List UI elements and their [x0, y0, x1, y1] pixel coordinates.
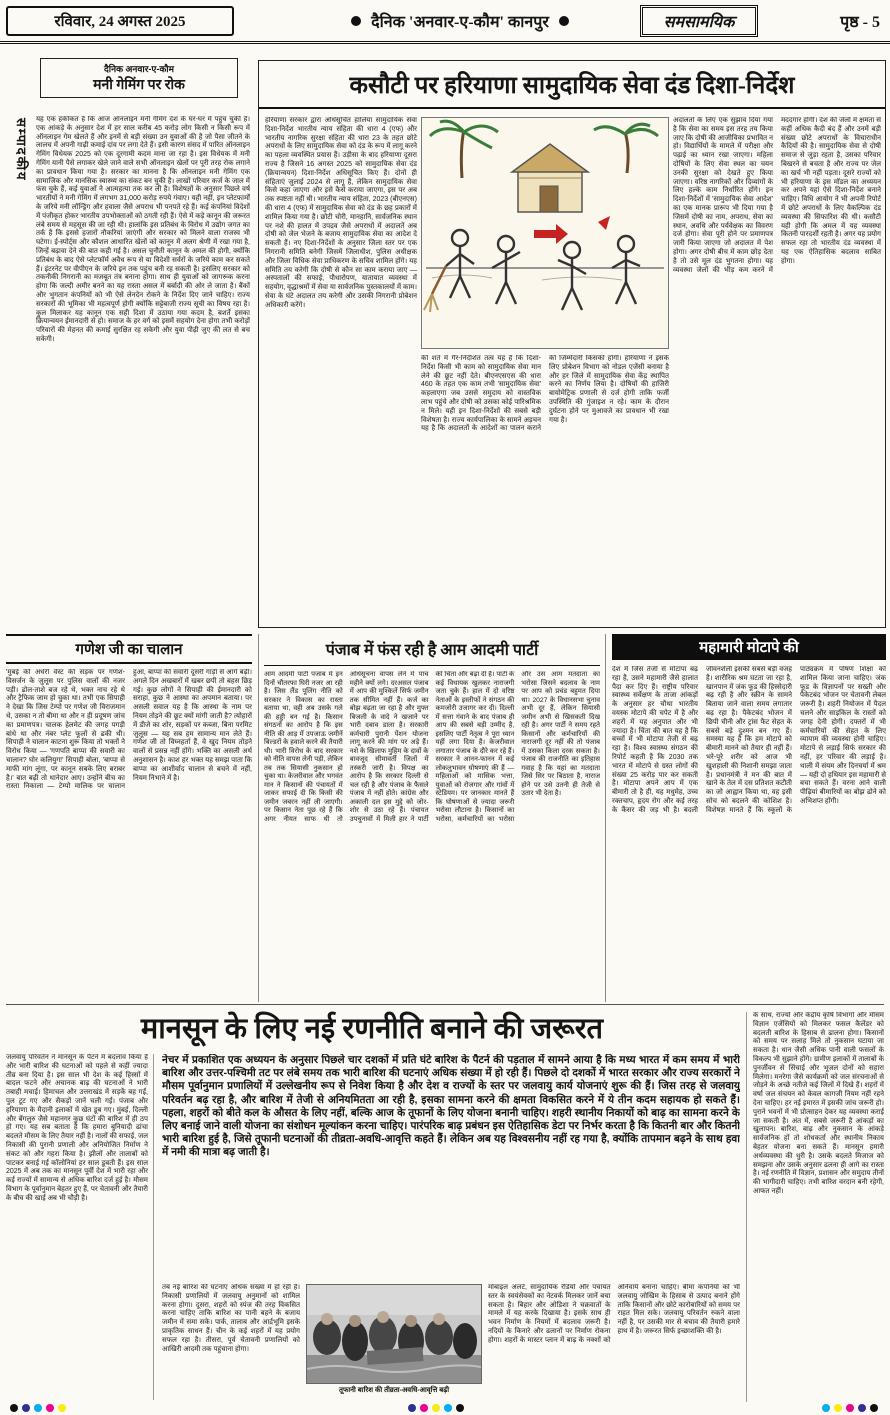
- ganesh-article: [6, 634, 252, 1002]
- flood-photo-graphic: [307, 1285, 481, 1383]
- reg-dot-magenta-icon: [846, 1404, 854, 1412]
- bullet-icon: [559, 16, 569, 26]
- reg-dot-black-icon: [870, 1404, 878, 1412]
- section-divider: [6, 1004, 884, 1005]
- monsoon-around-right: मोबाइल अलर्ट, सामुदायिक रेडियो और पंचायत स्तर के स्वयंसेवकों का नेटवर्क मिलकर जानें बचा सकता है। बिहार और ओडिशा ने चक्रवातों के मामले में यह करके दिखाया है। इसके साथ ही भवन निर्माण के नियमों में बदलाव जरूरी है। नदियों के किनारे और ढलानों पर निर्माण रोकना होगा। शहरों के मास्टर प्लान में बाढ़ के नक्शों को अनिवार्य बनाना चाहिए। बीमा कंपनियों को भी जलवायु जोखिम के हिसाब से उत्पाद बनाने होंगे ताकि किसानों और छोटे कारोबारियों को समय पर राहत मिल सके। जलवायु परिवर्तन रुकने वाला नहीं है, पर उसकी मार से बचाव की तैयारी हमारे हाथ में है। जरूरत सिर्फ इच्छाशक्ति की है।: [488, 1284, 740, 1344]
- masthead-title: दैनिक 'अनवार-ए-कौम' कानपुर: [371, 14, 549, 31]
- reg-dot-yellow-icon: [432, 1404, 440, 1412]
- editorial-body: यह एक हकीकत है कि आज ऑनलाइन मनी गेमिंग देश के घर-घर में पहुंच चुकी है। एक आंकड़े के अनुसार देश में हर साल करीब 45 करोड़ लोग किसी न किसी रूप में ऑनलाइन गेम खेलते हैं और इनमें से बड़ी संख्या उन युवाओं की है जो पैसा जीतने के लालच में अपनी गाढ़ी कमाई दांव पर लगा देते हैं। इसी कारण संसद में पारित ऑनलाइन गेमिंग विधेयक 2025 को एक दूरगामी कदम माना जा रहा है। इस विधेयक में मनी गेमिंग यानी पैसे लगाकर खेले जाने वाले सभी ऑनलाइन खेलों पर पूरी तरह रोक लगाने का प्रावधान किया गया है। सरकार का मानना है कि ऑनलाइन मनी गेमिंग एक सामाजिक और मानसिक स्वास्थ्य का संकट बन चुकी है। लाखों परिवार कर्ज के जाल में फंस चुके हैं, कई युवाओं ने आत्महत्या तक कर ली है। विशेषज्ञों के अनुसार पिछले वर्ष भारतीयों ने मनी गेमिंग में लगभग 31,000 करोड़ रुपये गंवाए। यही नहीं, इन प्लेटफार्मों के जरिये मनी लॉन्ड्रिंग और हवाला जैसे अपराध भी पनपते रहे हैं। कई कंपनियां विदेशों में पंजीकृत होकर भारतीय उपभोक्ताओं को ठगती रही हैं। ऐसे में कड़े कानून की जरूरत लंबे समय से महसूस की जा रही थी। हालांकि इस प्रतिबंध के विरोध में उद्योग जगत का तर्क है कि इससे हजारों नौकरियां जाएंगी और सरकार को मिलने वाला राजस्व भी घटेगा। ई-स्पोर्ट्स और कौशल आधारित खेलों को कानून में अलग श्रेणी में रखा गया है, जिन्हें बढ़ावा देने की बात कही गई है। असल चुनौती कानून के अमल की होगी, क्योंकि प्रतिबंध के बाद ऐसे प्लेटफॉर्म अवैध रूप से या विदेशी सर्वरों के जरिये काम कर सकते हैं। इंटरनेट पर वीपीएन के जरिये इन तक पहुंच बनी रह सकती है। इसलिए सरकार को तकनीकी निगरानी का मजबूत तंत्र बनाना होगा। साथ ही युवाओं को जागरूक करना होगा कि जल्दी अमीर बनने का यह रास्ता असल में बर्बादी की ओर ले जाता है। बैंकों और भुगतान कंपनियों को भी ऐसे लेनदेन रोकने के निर्देश दिए जाने चाहिए। राज्य सरकारों की भूमिका भी महत्वपूर्ण होगी क्योंकि सट्टेबाजी राज्य सूची का विषय रहा है। कुल मिलाकर यह कानून एक सही दिशा में उठाया गया कदम है, बशर्ते इसका क्रियान्वयन ईमानदारी से हो। समाज के हर वर्ग को इसमें सहयोग देना होगा तभी करोड़ों परिवारों की मेहनत की कमाई सुरक्षित रह सकेगी और युवा पीढ़ी जुए की लत से बच सकेगी।: [36, 116, 250, 343]
- lead-headline: कसौटी पर हरियाणा सामुदायिक सेवा दंड दिशा-निर्देश: [259, 61, 885, 109]
- photo-caption: तूफानी बारिश की तीव्रता-अवधि-आवृत्ति बढ़ी: [338, 1387, 450, 1394]
- bullet-icon: [351, 16, 361, 26]
- obesity-headline: महामारी मोटापे की: [612, 634, 886, 660]
- editorial-vertical-label: सम्पादकीय: [14, 118, 29, 182]
- reg-dot-yellow-icon: [834, 1404, 842, 1412]
- reg-dot-black-icon: [10, 1404, 18, 1412]
- reg-dot-cyan-icon: [34, 1404, 42, 1412]
- ganesh-body: 'मुंबई की अंधेरी वेस्ट की सड़क पर गणेश-विसर्जन के जुलूस पर पुलिस वालों की नजर पड़ी। ढोल-ताशे बज रहे थे, भक्त नाच रहे थे और ट्रैफिक जाम हो चुका था। तभी एक सिपाही ने देखा कि जिस टेम्पो पर गणेश जी विराजमान थे, उसका न तो बीमा था और न ही प्रदूषण जांच का प्रमाणपत्र। चालक हेलमेट की जगह पगड़ी बांधे था और नंबर प्लेट फूलों से ढकी थी। सिपाही ने चालान काटना शुरू किया तो भक्तों ने विरोध किया — 'गणपति बाप्पा की सवारी का चालान? घोर कलियुग!' सिपाही बोला, 'बाप्पा से माफी मांग लूंगा, पर कानून सबके लिए बराबर है।' बात बढ़ी तो थानेदार आए। उन्होंने बीच का रास्ता निकाला — टेम्पो मालिक पर चालान हुआ, बाप्पा की सवारी दूसरी गाड़ी से आगे बढ़ी। अगले दिन अखबारों में खबर छपी तो बहस छिड़ गई। कुछ लोगों ने सिपाही की ईमानदारी को सराहा, कुछ ने आस्था का अपमान बताया। पर असली सवाल यह है कि आस्था के नाम पर नियम तोड़ने की छूट क्यों मांगी जाती है? त्योहारों में डीजे का शोर, सड़कों पर कब्जा, बिना परमिट जुलूस — यह सब हम सामान्य मान लेते हैं। गणेश जी तो विघ्नहर्ता हैं, वे खुद नियम तोड़ने वालों से प्रसन्न नहीं होंगे। भक्ति का असली अर्थ अनुशासन है। काश हर भक्त यह समझ पाता कि बाप्पा का आशीर्वाद चालान से बचने में नहीं, नियम निभाने में है।: [6, 669, 252, 791]
- cartoon-drawing: [422, 118, 668, 348]
- cartoon-illustration: [421, 117, 669, 349]
- section-name: समसामयिक: [663, 14, 735, 31]
- monsoon-bottom-region: [162, 1284, 740, 1402]
- reg-dot-magenta-icon: [420, 1404, 428, 1412]
- editorial-kicker: दैनिक अनवार-ए-कौम: [103, 64, 174, 74]
- reg-dot-yellow-icon: [58, 1404, 66, 1412]
- obesity-article: [612, 634, 886, 1002]
- editorial-header-box: [40, 58, 238, 98]
- editorial-article: [6, 50, 254, 628]
- reg-dot-magenta-icon: [46, 1404, 54, 1412]
- reg-dot-cyan-icon: [444, 1404, 452, 1412]
- lead-article: [258, 60, 886, 628]
- punjab-article: [258, 634, 606, 1002]
- monsoon-right-column: के साथ, राज्यों और केंद्रीय कृषि विभागों और मौसम विज्ञान एजेंसियों को मिलकर फसल कैलेंडर को बदलती बारिश के हिसाब से ढालना होगा। किसानों को समय पर सलाह मिले तो नुकसान घटाया जा सकता है। धान जैसी अधिक पानी वाली फसलों के विकल्प भी सुझाने होंगे। ग्रामीण इलाकों में तालाबों के पुनर्जीवन से सिंचाई और भूजल दोनों को सहारा मिलेगा। मनरेगा जैसे कार्यक्रमों को जल संरचनाओं से जोड़ने के अच्छे नतीजे कई जिलों में दिखे हैं। शहरों में वर्षा जल संचयन को केवल कागजी नियम नहीं रहने देना चाहिए। हर नई इमारत में इसकी जांच जरूरी हो। पुराने भवनों में भी प्रोत्साहन देकर यह व्यवस्था कराई जा सकती है। अंत में, सबसे जरूरी है आंकड़ों का खुलापन। बारिश, बाढ़ और नुकसान के आंकड़े सार्वजनिक हों तो शोधकर्ता और स्थानीय निकाय बेहतर योजना बना सकते हैं। मानसून हमारी अर्थव्यवस्था की धुरी है। उसके बदलते मिजाज को समझना और उसके अनुसार ढलना ही आगे का रास्ता है। नई रणनीति में विज्ञान, प्रशासन और समुदाय तीनों की भागीदारी चाहिए। तभी बारिश वरदान बनी रहेगी, आफत नहीं।: [746, 1012, 884, 1402]
- masthead-wrap: [300, 6, 620, 36]
- punjab-headline: पंजाब में फंस रही है आम आदमी पार्टी: [264, 634, 600, 666]
- lead-column-2: की शर्त में गैर-निर्देशित तत्व यह है कि दिशा-निर्देश किसी भी काम को सामुदायिक सेवा मान लेने की छूट नहीं देते। बीएनएसएस की धारा 460 के तहत एक काम तभी 'सामुदायिक सेवा' कहलाएगा जब उससे समुदाय को वास्तविक लाभ पहुंचे और दोषी को उसका कोई पारिश्रमिक न मिले। यही इन दिशा-निर्देशों की सबसे बड़ी विशेषता है। राज्य कार्यपालिका के सामने अड़चन यह है कि अदालतों के आदेशों का पालन कराने की जिम्मेदारी किसकी होगी। हरियाणा ने इसके लिए प्रोबेशन विभाग को नोडल एजेंसी बनाया है और हर जिले में सामुदायिक सेवा केंद्र स्थापित करने का निर्णय लिया है। दोषियों की हाजिरी बायोमेट्रिक प्रणाली से दर्ज होगी ताकि फर्जी उपस्थिति की गुंजाइश न रहे। काम के दौरान दुर्घटना होने पर मुआवजे का प्रावधान भी रखा गया है।: [421, 355, 669, 433]
- reg-dot-cyan-icon: [822, 1404, 830, 1412]
- reg-dot-blue-icon: [858, 1404, 866, 1412]
- news-photo: [306, 1284, 482, 1384]
- ganesh-headline: गणेश जी का चालान: [6, 634, 252, 664]
- section-box: [640, 5, 758, 37]
- registration-dots-right: [822, 1404, 878, 1412]
- monsoon-intro: नेचर में प्रकाशित एक अध्ययन के अनुसार पिछले चार दशकों में प्रति घंटे बारिश के पैटर्न की पड़ताल में सामने आया है कि मध्य भारत में कम समय में भारी बारिश और उत्तर-पश्चिमी तट पर लंबे समय तक भारी बारिश की घटनाएं अधिक संख्या में हो रही हैं। पिछले दो दशकों में भारत सरकार और राज्य सरकारों ने मौसम पूर्वानुमान प्रणालियों में उल्लेखनीय रूप से निवेश किया है और देश व राज्यों के स्तर पर जलवायु कार्य योजनाएं शुरू की हैं। जिस तरह से जलवायु परिवर्तन बढ़ रहा है, और बारिश में तेजी से अनियमितता आ रही है, इसका सामना करने की क्षमता विकसित करने में ये तीन कदम सहायक हो सकते हैं। पहला, शहरों को बीते कल के औसत के लिए नहीं, बल्कि आज के तूफानों के लिए योजना बनानी चाहिए। शहरी स्थानीय निकायों को बाढ़ का सामना करने के लिए बनाई जाने वाली योजना का संशोधन मूल्यांकन करना चाहिए। पारंपरिक बाढ़ प्रबंधन इस ऐतिहासिक डेटा पर निर्भर करता है कि कितनी बार और कितनी भारी बारिश हुई है, जिसे तूफानी घटनाओं की तीव्रता-अवधि-आवृत्ति कहते हैं। लेकिन अब यह विश्वसनीय नहीं रह गया है, क्योंकि तापमान बढ़ने के साथ हवा में नमी की मात्रा बढ़ जाती है।: [162, 1054, 740, 1159]
- date-box: [6, 6, 234, 36]
- photo-block: [306, 1284, 482, 1402]
- lead-column-3: अदालतों के लिए एक सुझाव दिया गया है कि सेवा का समय इस तरह तय किया जाए कि दोषी की आजीविका प्रभावित न हो। विद्यार्थियों के मामले में परीक्षा और पढ़ाई का ध्यान रखा जाएगा। महिला दोषियों के लिए सेवा स्थल का चयन उनकी सुरक्षा को देखते हुए किया जाएगा। वरिष्ठ नागरिकों और दिव्यांगों के लिए हल्के काम निर्धारित होंगे। इन दिशा-निर्देशों में 'सामुदायिक सेवा आदेश' का एक मानक प्रारूप भी दिया गया है जिसमें दोषी का नाम, अपराध, सेवा का स्थान, अवधि और पर्यवेक्षक का विवरण दर्ज होगा। सेवा पूरी होने पर प्रमाणपत्र जारी किया जाएगा जो अदालत में पेश होगा। अगर दोषी बीच में काम छोड़ देता है तो उसे मूल दंड भुगतना होगा। यह व्यवस्था जेलों की भीड़ कम करने में मददगार होगी। देश की जेलों में क्षमता से कहीं अधिक कैदी बंद हैं और उनमें बड़ी संख्या छोटे अपराधों के विचाराधीन कैदियों की है। सामुदायिक सेवा से दोषी समाज से जुड़ा रहता है, उसका परिवार बिखरने से बचता है और राज्य पर जेल का खर्च भी नहीं पड़ता। दूसरे राज्यों को भी हरियाणा के इस मॉडल का अध्ययन कर अपने यहां ऐसे दिशा-निर्देश बनाने चाहिए। विधि आयोग ने भी अपनी रिपोर्ट में छोटे अपराधों के लिए वैकल्पिक दंड व्यवस्था की सिफारिश की थी। कसौटी यही होगी कि अमल में यह व्यवस्था कितनी पारदर्शी रहती है। अगर यह प्रयोग सफल रहा तो भारतीय दंड व्यवस्था में यह एक ऐतिहासिक बदलाव साबित होगा।: [673, 117, 881, 274]
- registration-dots-center: [408, 1404, 464, 1412]
- monsoon-left-column: जलवायु परिवर्तन ने मानसून के पैटर्न में बदलाव किया है और भारी बारिश की घटनाओं को पहले से कहीं ज्यादा तीव्र बना दिया है। इस साल भी देश के कई हिस्सों में बादल फटने और अचानक बाढ़ की घटनाओं ने भारी तबाही मचाई। हिमाचल और उत्तराखंड में सड़कें बह गईं, पुल टूट गए और सैकड़ों जानें चली गईं। पंजाब और हरियाणा के मैदानी इलाकों में खेत डूब गए। मुंबई, दिल्ली और बेंगलुरु जैसे महानगर कुछ घंटों की बारिश में ही ठप हो गए। यह सब बताता है कि हमारा बुनियादी ढांचा बदलते मौसम के लिए तैयार नहीं है। नालों की सफाई, जल निकासी की पुरानी प्रणाली और अनियोजित निर्माण ने संकट को और गहरा किया है। झीलों और तालाबों को पाटकर बनाई गई कॉलोनियां हर साल डूबती हैं। इस साल 2025 में अब तक का मानसून पूर्वी देश में भारी रहा और कई राज्यों में सामान्य से अधिक बारिश दर्ज हुई है। मौसम विभाग के पूर्वानुमान बेहतर हुए हैं, पर चेतावनी और तैयारी के बीच की खाई अब भी चौड़ी है।: [6, 1054, 154, 1400]
- reg-dot-blue-icon: [408, 1404, 416, 1412]
- monsoon-article: [6, 1008, 884, 1402]
- monsoon-headline: मानसून के लिए नई रणनीति बनाने की जरूरत: [140, 1013, 604, 1045]
- registration-dots-left: [10, 1404, 66, 1412]
- monsoon-around-left: तब नई बारिश की घटनाएं अधिक संख्या में हो रही हैं। निकासी प्रणालियों में जलवायु अनुमानों को शामिल करना होगा। दूसरा, शहरों को स्पंज की तरह विकसित करना चाहिए ताकि बारिश का पानी बहने के बजाय जमीन में समा सके। पार्क, तालाब और आर्द्रभूमि इसके प्राकृतिक साधन हैं। चीन के कई शहरों में यह प्रयोग सफल रहा है। तीसरा, पूर्व चेतावनी प्रणालियों को आखिरी आदमी तक पहुंचाना होगा।: [162, 1284, 300, 1353]
- page-number: पृष्ठ - 5: [840, 14, 880, 31]
- punjab-body: आम आदमी पार्टी पंजाब में इन दिनों चौतरफा घिरी नजर आ रही है। जिस लैंड पूलिंग नीति को सरकार ने विकास का रास्ता बताया था, वही अब उसके गले की हड्डी बन गई है। किसान संगठनों का आरोप है कि इस नीति की आड़ में उपजाऊ जमीनें बिल्डरों के हवाले करने की तैयारी थी। भारी विरोध के बाद सरकार को नीति वापस लेनी पड़ी, लेकिन तब तक सियासी नुकसान हो चुका था। केजरीवाल और भगवंत मान ने किसानों की पंचायतों में जाकर सफाई दी कि किसी की जमीन जबरन नहीं ली जाएगी। पर किसान नेता पूछ रहे हैं कि अगर नीयत साफ थी तो अधिसूचना वापस लेने में पांच महीने क्यों लगे। दरअसल पंजाब में आप की मुश्किलें सिर्फ जमीन तक सीमित नहीं हैं। कर्ज का बोझ बढ़ता जा रहा है और मुफ्त बिजली के वादे ने खजाने पर भारी दबाव डाला है। सरकारी कर्मचारी पुरानी पेंशन योजना लागू करने की मांग पर अड़े हैं। नशे के खिलाफ मुहिम के दावों के बावजूद सीमावर्ती जिलों में तस्करी जारी है। विपक्ष का आरोप है कि सरकार दिल्ली से चल रही है और पंजाब के फैसले पंजाब में नहीं होते। कांग्रेस और अकाली दल इस मुद्दे को जोर-शोर से उठा रहे हैं। पंचायत उपचुनावों में मिली हार ने पार्टी की चिंता और बढ़ा दी है। पार्टी के कई विधायक खुलकर नाराजगी जता चुके हैं। हाल में दो वरिष्ठ नेताओं के इस्तीफों ने संगठन की कमजोरी उजागर कर दी। दिल्ली में सत्ता गंवाने के बाद पंजाब ही आप की सबसे बड़ी उम्मीद है, इसलिए पार्टी नेतृत्व ने पूरा ध्यान यहीं लगा दिया है। केजरीवाल लगातार पंजाब के दौरे कर रहे हैं। सरकार ने आनन-फानन में कई लोकलुभावन घोषणाएं की हैं — महिलाओं को मासिक भत्ता, युवाओं को रोजगार और गांवों में स्टेडियम। पर जानकार मानते हैं कि घोषणाओं से ज्यादा जरूरी भरोसा लौटाना है। किसानों का भरोसा, कर्मचारियों का भरोसा और उस आम मतदाता का भरोसा जिसने बदलाव के नाम पर आप को प्रचंड बहुमत दिया था। 2027 के विधानसभा चुनाव अभी दूर हैं, लेकिन सियासी जमीन अभी से खिसकती दिख रही है। अगर पार्टी ने समय रहते किसानों और कर्मचारियों की नाराजगी दूर नहीं की तो पंजाब में उसका किला दरक सकता है। पंजाब की राजनीति का इतिहास गवाह है कि यहां का मतदाता जिसे सिर पर बिठाता है, नाराज होने पर उसे उतनी ही तेजी से उतार भी देता है।: [264, 671, 600, 823]
- reg-dot-blue-icon: [22, 1404, 30, 1412]
- page-header: [0, 0, 890, 44]
- date-text: रविवार, 24 अगस्त 2025: [54, 14, 186, 30]
- editorial-headline: मनी गेमिंग पर रोक: [93, 78, 185, 93]
- lead-column-1: हरियाणा सरकार द्वारा अधिसूचित हालिया सामुदायिक सेवा दिशा-निर्देश भारतीय न्याय संहिता की धारा 4 (एफ) और भारतीय नागरिक सुरक्षा संहिता की धारा 23 के तहत छोटे अपराधों के लिए सामुदायिक सेवा को दंड के रूप में लागू करने का पहला व्यवस्थित प्रयास हैं। उड़ीसा के बाद हरियाणा दूसरा राज्य है जिसने 16 अगस्त 2025 को सामुदायिक सेवा दंड (क्रियान्वयन) दिशा-निर्देश अधिसूचित किए हैं। दोनों ही संहिताएं जुलाई 2024 से लागू हैं, लेकिन सामुदायिक सेवा किसे कहा जाएगा और इसे कैसे कराया जाएगा, इस पर अब तक स्पष्टता नहीं थी। भारतीय न्याय संहिता, 2023 (बीएनएस) की धारा 4 (एफ) में सामुदायिक सेवा को दंड के छह प्रकारों में शामिल किया गया है। छोटी चोरी, मानहानि, सार्वजनिक स्थान पर नशे की हालत में उपद्रव जैसे अपराधों में अदालतें अब दोषी को जेल भेजने के बजाय सामुदायिक सेवा का आदेश दे सकती हैं। नए दिशा-निर्देशों के अनुसार जिला स्तर पर एक निगरानी समिति बनेगी जिसमें जिलाधीश, पुलिस अधीक्षक और जिला विधिक सेवा प्राधिकरण के सचिव शामिल होंगे। यह समिति तय करेगी कि दोषी से कौन सा काम कराया जाए — अस्पतालों की सफाई, पौधारोपण, यातायात व्यवस्था में सहयोग, वृद्धाश्रमों में सेवा या सार्वजनिक पुस्तकालयों में काम। सेवा के घंटे अदालत तय करेगी और उसकी निगरानी प्रोबेशन अधिकारी करेंगे।: [265, 117, 417, 309]
- obesity-body: देश में जिस तेजी से मोटापा बढ़ रहा है, उसने महामारी जैसे हालात पैदा कर दिए हैं। राष्ट्रीय परिवार स्वास्थ्य सर्वेक्षण के ताजा आंकड़ों के अनुसार हर चौथा भारतीय वयस्क मोटापे की चपेट में है और शहरों में यह अनुपात और भी ज्यादा है। चिंता की बात यह है कि बच्चों में भी मोटापा तेजी से बढ़ रहा है। विश्व स्वास्थ्य संगठन की रिपोर्ट कहती है कि 2030 तक भारत में मोटापे से ग्रस्त लोगों की संख्या 25 करोड़ पार कर सकती है। मोटापा अपने आप में एक बीमारी तो है ही, यह मधुमेह, उच्च रक्तचाप, हृदय रोग और कई तरह के कैंसर की जड़ भी है। बदली जीवनशैली इसकी सबसे बड़ी वजह है। शारीरिक श्रम घटता जा रहा है, खानपान में जंक फूड की हिस्सेदारी बढ़ रही है और स्क्रीन के सामने बिताया जाने वाला समय लगातार बढ़ रहा है। पैकेटबंद भोजन में छिपी चीनी और ट्रांस फैट सेहत के सबसे बड़े दुश्मन बन गए हैं। समस्या यह है कि हम मोटापे को बीमारी मानने को तैयार ही नहीं हैं। भरे-पूरे शरीर को आज भी खुशहाली की निशानी समझा जाता है। प्रधानमंत्री ने मन की बात में खाने के तेल में दस प्रतिशत कटौती का जो आह्वान किया था, वह इसी सोच को बदलने की कोशिश है। विशेषज्ञ मानते हैं कि स्कूलों के पाठ्यक्रम में पोषण शिक्षा को शामिल किया जाना चाहिए। जंक फूड के विज्ञापनों पर सख्ती और पैकेटबंद भोजन पर चेतावनी लेबल जरूरी है। शहरी नियोजन में पैदल चलने और साइकिल के रास्तों को जगह देनी होगी। दफ्तरों में भी कर्मचारियों की सेहत के लिए व्यायाम की व्यवस्था होनी चाहिए। मोटापे से लड़ाई सिर्फ सरकार की नहीं, हर परिवार की लड़ाई है। थाली में संयम और दिनचर्या में श्रम — यही दो हथियार इस महामारी से बचा सकते हैं। वरना आने वाली पीढ़ियां बीमारियों का बोझ ढोने को अभिशप्त होंगी।: [612, 666, 886, 814]
- reg-dot-black-icon: [456, 1404, 464, 1412]
